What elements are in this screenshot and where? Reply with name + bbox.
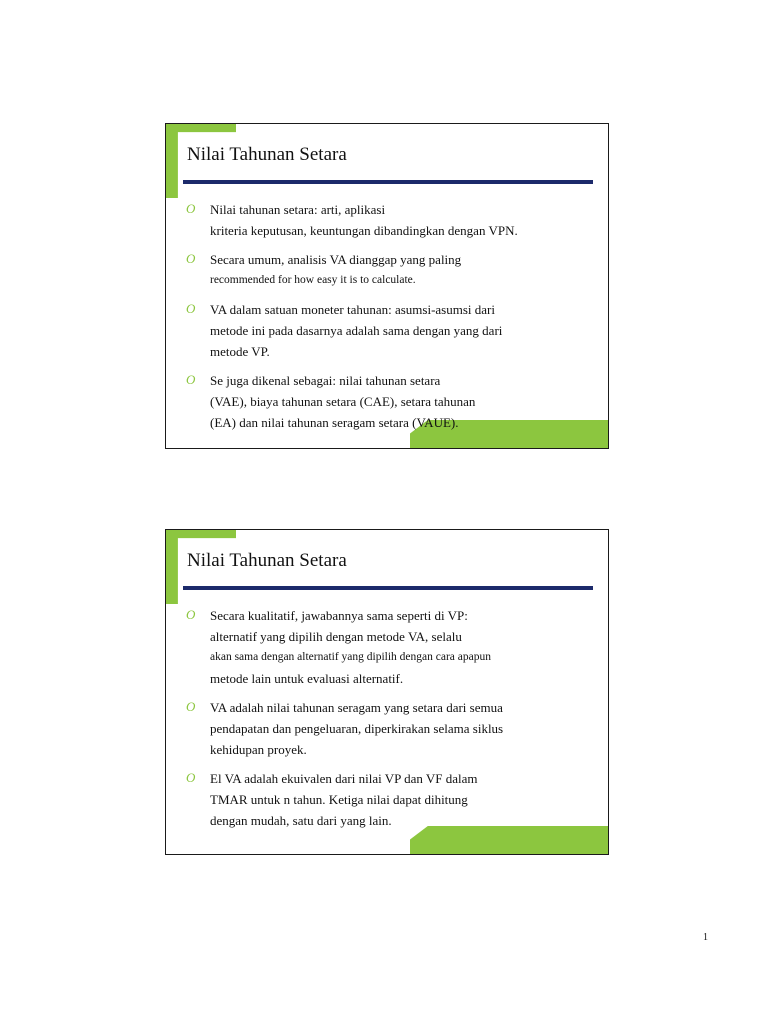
slide-1 (165, 123, 609, 449)
bullet-item (166, 299, 608, 362)
leaf-bullet-icon: O (186, 251, 196, 266)
bullet-line: Se juga dikenal sebagai: nilai tahunan setara (210, 373, 441, 388)
bullet-line: Secara kualitatif, jawabannya sama seperti di VP: (210, 608, 468, 623)
bullet-line: metode lain untuk evaluasi alternatif. (210, 671, 404, 686)
slide-title: Nilai Tahunan Setara (187, 550, 347, 571)
bullet-line: kehidupan proyek. (210, 742, 307, 757)
page-number: 1 (703, 932, 708, 943)
bullet-item (166, 370, 608, 433)
leaf-bullet-icon: O (186, 372, 196, 387)
bullet-line: Secara umum, analisis VA dianggap yang paling (210, 252, 462, 267)
bullet-item (166, 249, 608, 291)
leaf-bullet-icon: O (186, 770, 196, 785)
bullet-line: (VAE), biaya tahunan setara (CAE), setara tahunan (210, 394, 476, 409)
slide-title: Nilai Tahunan Setara (187, 144, 347, 165)
title-underline (183, 180, 593, 184)
bullet-item (166, 697, 608, 760)
leaf-bullet-icon: O (186, 699, 196, 714)
bullet-line: pendapatan dan pengeluaran, diperkirakan selama siklus (210, 721, 504, 736)
bullet-line: alternatif yang dipilih dengan metode VA, selalu (210, 629, 462, 644)
bullet-line: TMAR untuk n tahun. Ketiga nilai dapat dihitung (210, 792, 468, 807)
bullet-line: VA adalah nilai tahunan seragam yang setara dari semua (210, 700, 503, 715)
bullet-list (166, 199, 608, 441)
bullet-item (166, 605, 608, 689)
bullet-line: (EA) dan nilai tahunan seragam setara (VAUE). (210, 415, 459, 430)
bullet-line: kriteria keputusan, keuntungan dibandingkan dengan VPN. (210, 223, 518, 238)
bullet-item (166, 199, 608, 241)
bullet-item (166, 768, 608, 831)
bullet-line: Nilai tahunan setara: arti, aplikasi (210, 202, 386, 217)
bullet-list (166, 605, 608, 839)
bullet-line: VA dalam satuan moneter tahunan: asumsi-asumsi dari (210, 302, 495, 317)
bullet-line: akan sama dengan alternatif yang dipilih dengan cara apapun (210, 651, 491, 663)
leaf-bullet-icon: O (186, 607, 196, 622)
title-underline (183, 586, 593, 590)
bullet-line: El VA adalah ekuivalen dari nilai VP dan VF dalam (210, 771, 478, 786)
bullet-line: recommended for how easy it is to calculate. (210, 274, 416, 286)
leaf-bullet-icon: O (186, 201, 196, 216)
bullet-line: dengan mudah, satu dari yang lain. (210, 813, 392, 828)
slide-2 (165, 529, 609, 855)
bullet-line: metode ini pada dasarnya adalah sama dengan yang dari (210, 323, 503, 338)
leaf-bullet-icon: O (186, 301, 196, 316)
bullet-line: metode VP. (210, 344, 270, 359)
